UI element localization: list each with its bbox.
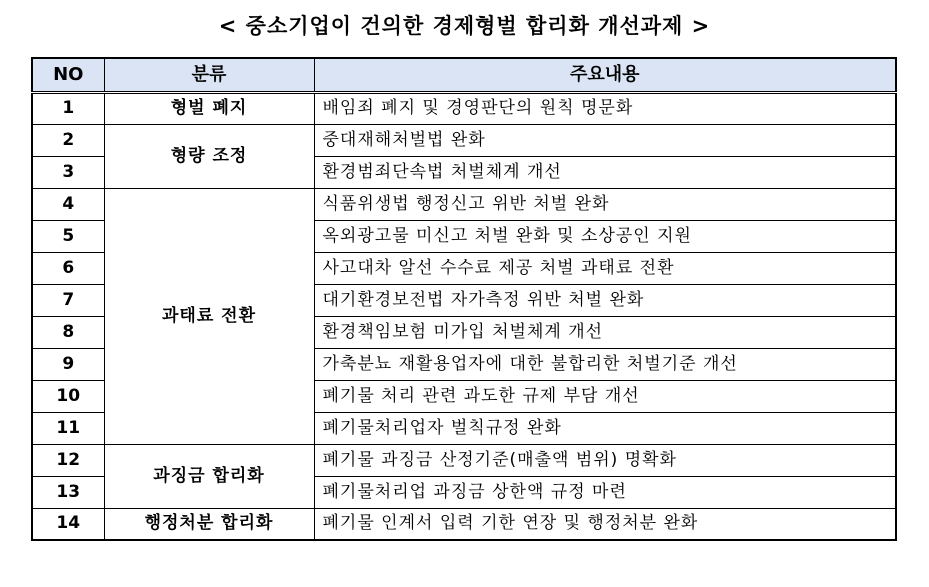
category-cell: 형벌 폐지 [104, 92, 314, 124]
category-cell: 과징금 합리화 [104, 444, 314, 508]
header-content: 주요내용 [314, 58, 896, 92]
table-row [32, 508, 896, 540]
row-no: 12 [32, 444, 104, 476]
row-content: 환경범죄단속법 처벌체계 개선 [314, 156, 896, 188]
table-row [32, 92, 896, 124]
row-no: 7 [32, 284, 104, 316]
category-cell: 행정처분 합리화 [104, 508, 314, 540]
row-no: 3 [32, 156, 104, 188]
row-content: 폐기물 인계서 입력 기한 연장 및 행정처분 완화 [314, 508, 896, 540]
row-content: 사고대차 알선 수수료 제공 처벌 과태료 전환 [314, 252, 896, 284]
table-row [32, 188, 896, 220]
row-content: 가축분뇨 재활용업자에 대한 불합리한 처벌기준 개선 [314, 348, 896, 380]
row-content: 식품위생법 행정신고 위반 처벌 완화 [314, 188, 896, 220]
header-no: NO [32, 58, 104, 92]
row-content: 대기환경보전법 자가측정 위반 처벌 완화 [314, 284, 896, 316]
category-cell: 과태료 전환 [104, 188, 314, 444]
row-no: 13 [32, 476, 104, 508]
row-no: 4 [32, 188, 104, 220]
row-content: 폐기물처리업 과징금 상한액 규정 마련 [314, 476, 896, 508]
row-no: 9 [32, 348, 104, 380]
row-content: 환경책임보험 미가입 처벌체계 개선 [314, 316, 896, 348]
row-content: 옥외광고물 미신고 처벌 완화 및 소상공인 지원 [314, 220, 896, 252]
category-cell: 형량 조정 [104, 124, 314, 188]
row-no: 11 [32, 412, 104, 444]
row-content: 중대재해처벌법 완화 [314, 124, 896, 156]
row-no: 8 [32, 316, 104, 348]
row-content: 배임죄 폐지 및 경영판단의 원칙 명문화 [314, 92, 896, 124]
row-content: 폐기물 처리 관련 과도한 규제 부담 개선 [314, 380, 896, 412]
table-header-row [32, 58, 896, 92]
reform-table [31, 57, 897, 541]
row-no: 10 [32, 380, 104, 412]
header-category: 분류 [104, 58, 314, 92]
table-row [32, 124, 896, 156]
row-no: 14 [32, 508, 104, 540]
row-content: 폐기물처리업자 벌칙규정 완화 [314, 412, 896, 444]
row-no: 1 [32, 92, 104, 124]
row-no: 6 [32, 252, 104, 284]
row-no: 5 [32, 220, 104, 252]
row-no: 2 [32, 124, 104, 156]
row-content: 폐기물 과징금 산정기준(매출액 범위) 명확화 [314, 444, 896, 476]
page-title: < 중소기업이 건의한 경제형벌 합리화 개선과제 > [218, 14, 711, 38]
table-row [32, 444, 896, 476]
